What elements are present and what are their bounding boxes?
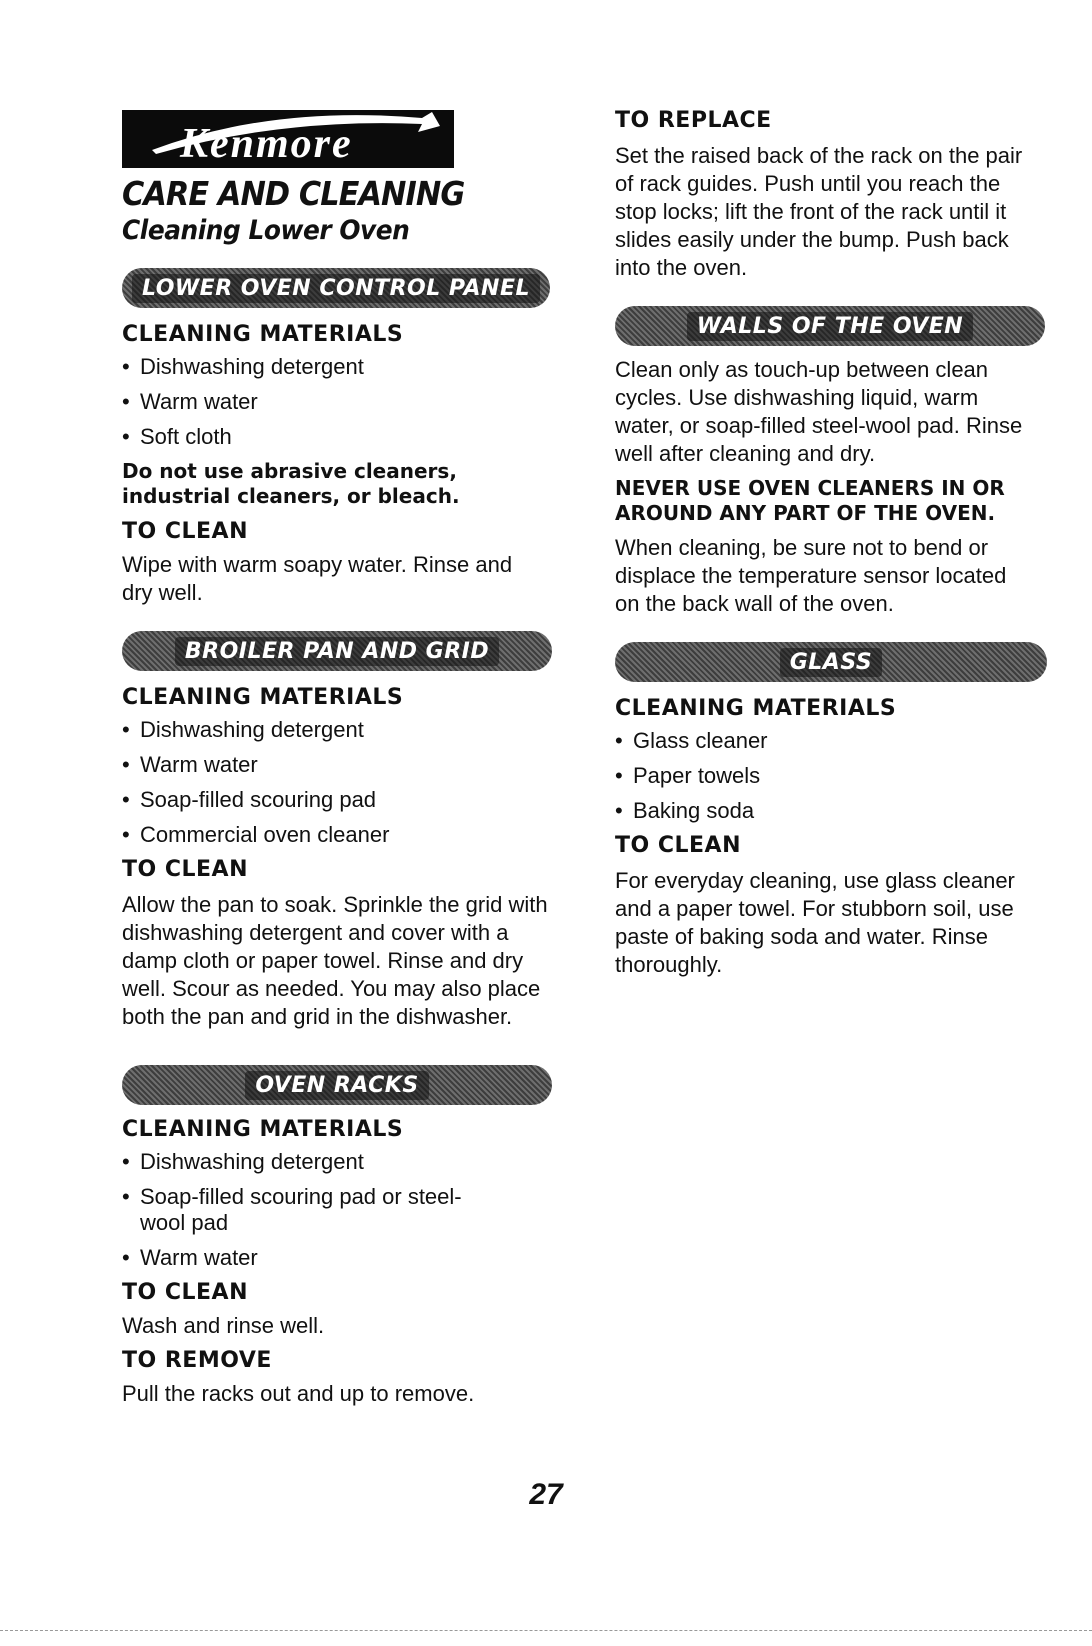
control-panel-warning: Do not use abrasive cleaners, industrial cleaners, or bleach. bbox=[122, 459, 460, 508]
walls-warning: NEVER USE OVEN CLEANERS IN OR AROUND ANY PART OF THE OVEN. bbox=[615, 476, 1005, 525]
racks-clean-text: Wash and rinse well. bbox=[122, 1313, 325, 1338]
right-column bbox=[615, 108, 1065, 979]
list-item: • Warm water bbox=[122, 389, 572, 415]
list-item: • Dishwashing detergent bbox=[122, 1149, 482, 1175]
list-item: • Warm water bbox=[122, 1245, 482, 1271]
replace-text: Set the raised back of the rack on the pair of rack guides. Push until you reach the stop locks; lift the front of the rack until it slides easily under the bump. Push back into the oven. bbox=[615, 143, 1023, 280]
list-item: • Soft cloth bbox=[122, 424, 572, 450]
logo-text: Kenmore bbox=[180, 121, 353, 167]
banner-broiler-label: BROILER PAN AND GRID bbox=[175, 637, 499, 666]
banner-racks-label: OVEN RACKS bbox=[245, 1071, 428, 1100]
glass-clean-heading: TO CLEAN bbox=[615, 833, 741, 858]
broiler-clean-text: Allow the pan to soak. Sprinkle the grid with dishwashing detergent and cover with a damp cloth or paper towel. Rinse and dry well. Scour as needed. You may also place both the pan and grid in the dishwasher. bbox=[122, 892, 548, 1029]
control-panel-materials-heading: CLEANING MATERIALS bbox=[122, 322, 404, 347]
list-item: • Dishwashing detergent bbox=[122, 717, 572, 743]
racks-materials-heading: CLEANING MATERIALS bbox=[122, 1117, 404, 1142]
banner-racks bbox=[122, 1065, 552, 1105]
bottom-divider bbox=[0, 1630, 1092, 1631]
page-title: CARE AND CLEANING bbox=[122, 174, 465, 213]
banner-glass bbox=[615, 642, 1047, 682]
walls-text: Clean only as touch-up between clean cycles. Use dishwashing liquid, warm water, or soap-filled steel-wool pad. Rinse well after cleaning and dry. bbox=[615, 357, 1023, 466]
control-panel-materials-list bbox=[122, 354, 572, 450]
broiler-materials-heading: CLEANING MATERIALS bbox=[122, 685, 404, 710]
banner-walls-label: WALLS OF THE OVEN bbox=[687, 312, 973, 341]
racks-clean-heading: TO CLEAN bbox=[122, 1280, 248, 1305]
list-item: • Soap-filled scouring pad or steel-wool pad bbox=[122, 1184, 482, 1236]
racks-materials-list bbox=[122, 1149, 482, 1271]
control-panel-clean-heading: TO CLEAN bbox=[122, 519, 248, 544]
walls-text-2: When cleaning, be sure not to bend or displace the temperature sensor located on the back wall of the oven. bbox=[615, 535, 1007, 616]
banner-control-panel bbox=[122, 268, 550, 308]
list-item: • Glass cleaner bbox=[615, 728, 1065, 754]
replace-heading: TO REPLACE bbox=[615, 108, 772, 133]
broiler-clean-heading: TO CLEAN bbox=[122, 857, 248, 882]
racks-remove-text: Pull the racks out and up to remove. bbox=[122, 1381, 475, 1406]
list-item: • Baking soda bbox=[615, 798, 1065, 824]
banner-glass-label: GLASS bbox=[780, 648, 883, 677]
control-panel-clean-text: Wipe with warm soapy water. Rinse and dry well. bbox=[122, 552, 513, 605]
broiler-materials-list bbox=[122, 717, 572, 848]
list-item: • Warm water bbox=[122, 752, 572, 778]
left-column bbox=[122, 110, 572, 1408]
kenmore-logo bbox=[122, 110, 454, 168]
list-item: • Dishwashing detergent bbox=[122, 354, 572, 380]
list-item: • Paper towels bbox=[615, 763, 1065, 789]
glass-clean-text: For everyday cleaning, use glass cleaner and a paper towel. For stubborn soil, use paste of baking soda and water. Rinse thoroughly. bbox=[615, 868, 1015, 977]
racks-remove-heading: TO REMOVE bbox=[122, 1348, 272, 1373]
glass-materials-list bbox=[615, 728, 1065, 824]
list-item: • Commercial oven cleaner bbox=[122, 822, 572, 848]
page-number: 27 bbox=[529, 1478, 563, 1511]
glass-materials-heading: CLEANING MATERIALS bbox=[615, 696, 897, 721]
banner-broiler bbox=[122, 631, 552, 671]
banner-control-panel-label: LOWER OVEN CONTROL PANEL bbox=[132, 274, 540, 303]
banner-walls bbox=[615, 306, 1045, 346]
page-subtitle: Cleaning Lower Oven bbox=[122, 215, 410, 246]
list-item: • Soap-filled scouring pad bbox=[122, 787, 572, 813]
